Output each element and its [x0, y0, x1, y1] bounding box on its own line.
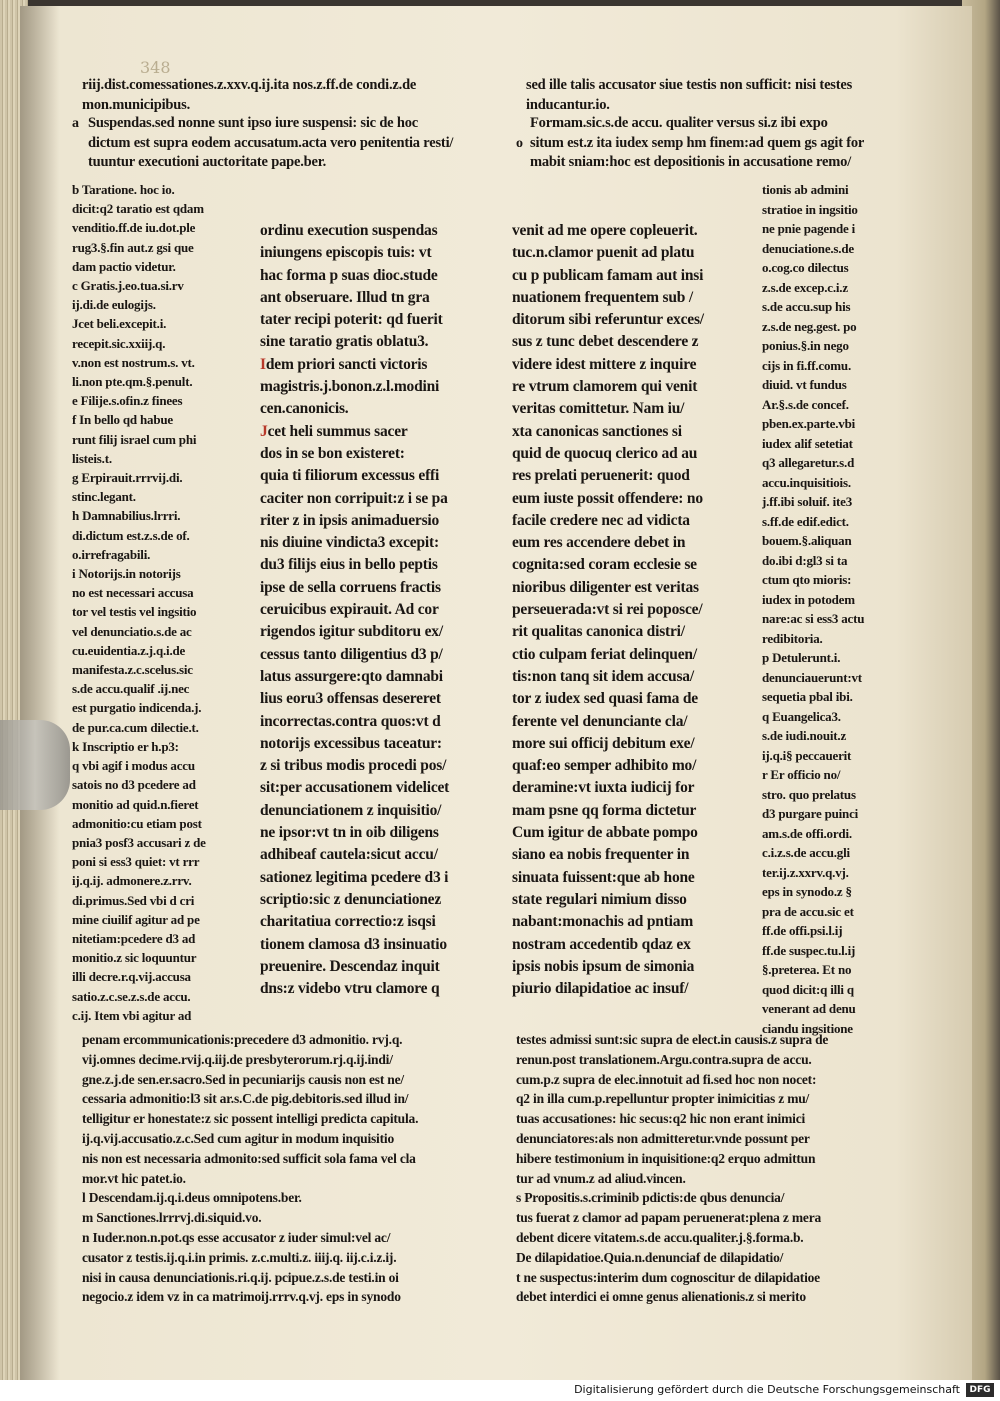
gloss-line: §.preterea. Et no	[762, 962, 852, 977]
commentary-line: De dilapidatioe.Quia.n.denunciaf de dilapidatio/	[516, 1249, 784, 1265]
main-text-line: rit qualitas canonica distri/	[512, 623, 685, 641]
main-text-line: sationez legitima pcedere d3 i	[260, 868, 449, 886]
main-text-line: nostram accedentib qdaz ex	[512, 935, 691, 953]
text-line: mon.municipibus.	[82, 96, 191, 113]
main-text-line: sus z tunc debet descendere z	[512, 333, 699, 351]
gloss-line: v.non est nostrum.s. vt.	[72, 354, 195, 370]
main-text-line: preuenire. Descendaz inquit	[260, 957, 440, 975]
main-text-line: hac forma p suas dioc.stude	[260, 266, 438, 284]
main-text-line: sinuata fuissent:que ab hone	[512, 868, 695, 886]
gloss-line: redibitoria.	[762, 630, 823, 646]
gloss-line: satio.z.c.se.z.s.de accu.	[72, 988, 191, 1004]
main-text-line: tis:non tanq sit idem accusa/	[512, 667, 694, 685]
main-text-line: magistris.j.bonon.z.l.modini	[260, 378, 440, 396]
rubric-initial: J	[260, 422, 268, 440]
gloss-line: bouem.§.aliquan	[762, 533, 852, 548]
text-line: dictum est supra eodem accusatum.acta vero penitentia resti/	[88, 134, 454, 151]
gloss-line: illi decre.r.q.vij.accusa	[72, 969, 191, 985]
main-text-line: nuationem frequentem sub /	[512, 288, 693, 306]
gloss-line: ff.de offi.psi.l.ij	[762, 923, 843, 938]
gloss-line: c.i.z.s.de accu.gli	[762, 845, 850, 860]
main-text-line: quia ti filiorum excessus effi	[260, 467, 440, 485]
main-text-line: rigendos igitur subditoru ex/	[260, 623, 443, 641]
commentary-line: tuas accusationes: hic secus:q2 hic non erant inimici	[516, 1111, 806, 1127]
gloss-line: di.primus.Sed vbi d cri	[72, 892, 195, 908]
main-text-line: riter z in ipsis animaduersio	[260, 511, 440, 529]
gloss-line: mine ciuilif agitur ad pe	[72, 911, 200, 927]
gloss-line: f In bello qd habue	[72, 412, 173, 428]
gloss-line: cu.euidentia.z.j.q.i.de	[72, 642, 186, 658]
main-text-line: re vtrum clamorem qui venit	[512, 378, 698, 396]
gloss-line: pben.ex.parte.vbi	[762, 416, 856, 431]
gloss-line: runt filij israel cum phi	[72, 431, 197, 447]
left-margin-gloss	[72, 180, 254, 1025]
commentary-line: denunciatores:als non admitteretur.vnde possunt per	[516, 1130, 810, 1146]
folio-number: 348	[140, 58, 171, 77]
main-text-line: tuc.n.clamor puenit ad platu	[512, 244, 695, 262]
main-text-line: ne ipsor:vt tn in oib diligens	[260, 824, 439, 842]
main-text-line: ordinu execution suspendas	[260, 222, 438, 239]
gloss-line: ij.di.de eulogijs.	[72, 297, 156, 313]
main-text-line: xta canonicas sanctiones si	[512, 422, 682, 440]
footer-bar	[0, 1380, 1000, 1401]
gloss-line: Ar.§.s.de concef.	[762, 396, 849, 412]
gloss-letter-o: o	[516, 136, 523, 151]
main-text-line: sit:per accusationem videlicet	[260, 779, 450, 797]
gloss-line: pra de accu.sic et	[762, 903, 854, 919]
commentary-line: nis non est necessaria admonito:sed sufficit sola fama vel cla	[82, 1150, 416, 1166]
gloss-line: z.s.de neg.gest. po	[762, 318, 857, 334]
gloss-line: do.ibi d:gl3 si ta	[762, 552, 848, 568]
main-text-line: denunciationem z inquisitio/	[260, 801, 442, 819]
gloss-line: poni si ess3 quiet: vt rrr	[72, 854, 200, 870]
gloss-line: ctum qto mioris:	[762, 572, 852, 587]
main-text-column-2	[512, 220, 757, 1000]
gloss-line: monitio ad quid.n.fieret	[72, 796, 199, 812]
gloss-line: vel denunciatio.s.de ac	[72, 623, 192, 639]
main-text-line: dns:z videbo vtru clamore q	[260, 980, 440, 998]
gloss-line: z.s.de excep.c.i.z	[762, 279, 848, 295]
right-margin-gloss	[762, 180, 912, 1038]
gloss-line: no est necessari accusa	[72, 585, 194, 601]
commentary-line: debent dicere vitatem.s.de accu.qualiter.j.§.forma.b.	[516, 1229, 804, 1245]
gloss-line: manifesta.z.c.scelus.sic	[72, 662, 193, 678]
gloss-line: est purgatio indicenda.j.	[72, 700, 202, 716]
gloss-line: Jcet beli.excepit.i.	[72, 316, 167, 332]
commentary-line: cusator z testis.ij.q.i.in primis. z.c.multi.z. iiij.q. iij.c.i.z.ij.	[82, 1249, 397, 1265]
main-text-line: tater recipi poterit: qd fuerit	[260, 311, 443, 329]
commentary-line: gne.z.j.de sen.er.sacro.Sed in pecuniarijs causis non est ne/	[82, 1071, 404, 1087]
commentary-line: s Propositis.s.criminib pdictis:de qbus denuncia/	[516, 1190, 785, 1206]
commentary-line: q2 in illa cum.p.repelluntur propter inimicitias z mu/	[516, 1091, 810, 1107]
commentary-line: mor.vt hic patet.io.	[82, 1170, 186, 1186]
gloss-line: ij.q.ij. admonere.z.rrv.	[72, 873, 192, 889]
main-text-line: adhibeaf cautela:sicut accu/	[260, 846, 438, 864]
gloss-line: satois no d3 pcedere ad	[72, 777, 196, 793]
main-text-line: ipse de sella corruens fractis	[260, 578, 441, 596]
main-text-line: nis diuine vindicta3 excepit:	[260, 534, 439, 552]
main-text-line: ctio culpam feriat delinquen/	[512, 645, 697, 663]
main-text-line: ceruicibus expirauit. Ad cor	[260, 601, 439, 619]
rubric-initial: I	[260, 355, 266, 373]
commentary-line: ij.q.vij.accusatio.z.c.Sed cum agitur in modum inquisitio	[82, 1130, 395, 1146]
main-text-line: siano ea nobis frequenter in	[512, 846, 690, 864]
main-text-line: nabant:monachis ad pntiam	[512, 913, 694, 931]
gloss-line: q Euangelica3.	[762, 708, 841, 724]
gloss-line: s.ff.de edif.edict.	[762, 513, 849, 529]
gloss-o	[530, 114, 906, 173]
gloss-line: stratioe in ingsitio	[762, 201, 858, 217]
main-text-line: eum res accendere debet in	[512, 534, 686, 552]
text-line: mabit sniam:hoc est depositionis in accusatione remo/	[530, 154, 852, 170]
main-text-line: eum iuste possit offendere: no	[512, 489, 703, 507]
commentary-line: n Iuder.non.n.pot.qs esse accusator z iuder simul:vel ac/	[82, 1229, 391, 1245]
gloss-line: cijs in fi.ff.comu.	[762, 357, 851, 373]
main-text-line: ditorum sibi referuntur exces/	[512, 311, 704, 329]
gloss-line: de pur.ca.cum dilectie.t.	[72, 719, 199, 735]
gloss-line: nitetiam:pcedere d3 ad	[72, 930, 196, 946]
gutter-shadow	[20, 6, 60, 1380]
commentary-line: penam ercommunicationis:precedere d3 admonitio. rvj.q.	[82, 1032, 403, 1047]
main-text-line: state regulari nimium disso	[512, 890, 687, 908]
gloss-line: listeis.t.	[72, 450, 112, 466]
main-text-line: facile credere nec ad vidicta	[512, 511, 690, 529]
text-line: inducantur.io.	[526, 96, 610, 113]
gloss-line: o.irrefragabili.	[72, 546, 151, 562]
gloss-line: tor vel testis vel ingsitio	[72, 604, 197, 620]
gloss-line: ter.ij.z.xxrv.q.vj.	[762, 864, 849, 880]
gloss-line: li.non pte.qm.§.penult.	[72, 374, 193, 390]
gloss-line: am.s.de offi.ordi.	[762, 825, 852, 841]
main-text-line: latus assurgere:qto damnabi	[260, 667, 443, 685]
main-text-line: tor z iudex sed quasi fama de	[512, 690, 698, 708]
main-text-line: ant obseruare. Illud tn gra	[260, 288, 430, 306]
main-text-line: Jcet heli summus sacer	[260, 422, 408, 440]
gloss-line: denunciauerunt:vt	[762, 669, 862, 685]
main-text-line: cognita:sed coram ecclesie se	[512, 556, 697, 574]
top-right-commentary	[526, 76, 906, 115]
gloss-line: c.ij. Item vbi agitur ad	[72, 1007, 192, 1023]
gloss-line: rug3.§.fin aut.z gsi que	[72, 239, 194, 255]
gloss-line: iudex in potodem	[762, 591, 855, 607]
main-text-line: cu p publicam famam aut insi	[512, 266, 704, 284]
gloss-line: stinc.legant.	[72, 489, 136, 505]
main-text-line: notorijs excessibus taceatur:	[260, 734, 442, 752]
gloss-line: di.dictum est.z.s.de of.	[72, 527, 190, 543]
gloss-line: monitio.z sic loquuntur	[72, 950, 197, 966]
gloss-line: eps in synodo.z §	[762, 884, 852, 899]
commentary-line: cessaria admonitio:l3 sit ar.s.C.de pig.debitoris.sed illud in/	[82, 1091, 409, 1107]
gloss-line: iudex alif setetiat	[762, 435, 853, 451]
gloss-line: i Notorijs.in notorijs	[72, 566, 181, 582]
main-text-line: veritas comittetur. Nam iu/	[512, 400, 685, 418]
commentary-line: negocio.z idem vz in ca matrimoij.rrrv.q.vj. eps in synodo	[82, 1289, 401, 1305]
gloss-line: ij.q.i§ peccauerit	[762, 747, 852, 763]
commentary-line: l Descendam.ij.q.i.deus omnipotens.ber.	[82, 1190, 302, 1206]
gloss-line: pnia3 posf3 accusari z de	[72, 834, 206, 850]
main-text-line: sine taratio gratis oblatu3.	[260, 333, 429, 351]
main-text-line: z si tribus modis procedi pos/	[260, 757, 447, 775]
main-text-line: tionem clamosa d3 insinuatio	[260, 935, 447, 953]
gloss-line: recepit.sic.xxiij.q.	[72, 335, 166, 351]
text-line: situm est.z ita iudex semp hm finem:ad quem gs agit for	[530, 134, 865, 151]
main-text-line: ferente vel denunciante cla/	[512, 712, 688, 730]
main-text-line: incorrectas.contra quos:vt d	[260, 712, 441, 730]
dfg-logo: DFG	[966, 1383, 994, 1397]
main-text-line: caciter non corripuit:z i se pa	[260, 489, 448, 507]
main-text-line: du3 filijs eius in bello peptis	[260, 556, 438, 574]
gloss-line: k Inscriptio er h.p3:	[72, 738, 179, 754]
gloss-line: accu.inquisitiois.	[762, 474, 851, 490]
gloss-line: g Erpirauit.rrrvij.di.	[72, 470, 183, 486]
bottom-right-commentary	[516, 1030, 906, 1307]
text-line: sed ille talis accusator siue testis non sufficit: nisi testes	[526, 77, 853, 93]
commentary-line: tus fuerat z clamor ad papam peruenerat:plena z mera	[516, 1210, 822, 1226]
main-text-line: res prelati peruenerit: quod	[512, 467, 690, 485]
text-line: Suspendas.sed nonne sunt ipso iure suspensi: sic de hoc	[88, 115, 418, 131]
gloss-line: ciandu ingsitione	[762, 1020, 853, 1036]
commentary-line: cum.p.z supra de elec.innotuit ad fi.sed hoc non nocet:	[516, 1071, 817, 1087]
funding-credit: Digitalisierung gefördert durch die Deutsche Forschungsgemeinschaft	[574, 1383, 960, 1396]
bottom-left-commentary	[82, 1030, 512, 1307]
gloss-line: h Damnabilius.lrrri.	[72, 508, 181, 524]
commentary-line: debet interdici ei omne genus alienationis.z si merito	[516, 1289, 806, 1305]
main-text-line: mam psne qq forma dictetur	[512, 801, 697, 819]
main-text-line: more sui officij debitum exe/	[512, 734, 695, 752]
main-text-line: Cum igitur de abbate pompo	[512, 824, 698, 842]
gloss-letter-a: a	[72, 116, 79, 131]
gloss-line: ff.de suspec.tu.l.ij	[762, 942, 856, 958]
commentary-line: testes admissi sunt:sic supra de elect.in causis.z supra de	[516, 1032, 829, 1047]
gloss-line: ne pnie pagende i	[762, 221, 856, 236]
gloss-line: q vbi agif i modus accu	[72, 758, 195, 774]
main-text-line: ipsis nobis ipsum de simonia	[512, 957, 695, 975]
gloss-line: stro. quo prelatus	[762, 786, 856, 802]
gloss-line: nare:ac si ess3 actu	[762, 611, 865, 626]
commentary-line: hibere testimonium in inquisitione:q2 erquo admittun	[516, 1150, 816, 1166]
gloss-line: sequetia pbal ibi.	[762, 689, 853, 704]
commentary-line: renun.post translationem.Argu.contra.supra de accu.	[516, 1051, 812, 1067]
main-text-line: videre idest mittere z inquire	[512, 355, 697, 373]
gloss-line: c Gratis.j.eo.tua.si.rv	[72, 278, 184, 294]
main-text-line: perseuerada:vt si rei poposce/	[512, 601, 703, 619]
gloss-a	[88, 114, 522, 173]
main-text-line: cen.canonicis.	[260, 400, 349, 418]
gloss-line: j.ff.ibi soluif. ite3	[762, 494, 853, 509]
commentary-line: vij.omnes decime.rvij.q.iij.de presbyterorum.rj.q.ij.indi/	[82, 1051, 393, 1067]
gloss-line: dam pactio videtur.	[72, 258, 176, 274]
gloss-line: venditio.ff.de iu.dot.ple	[72, 220, 196, 236]
gloss-line: d3 purgare puinci	[762, 806, 859, 821]
gloss-line: quod dicit:q illi q	[762, 981, 854, 997]
page-clip	[0, 720, 70, 810]
main-text-line: lius eoru3 offensas desereret	[260, 690, 441, 708]
gloss-line: o.cog.co dilectus	[762, 260, 849, 275]
main-text-column-1	[260, 220, 505, 1000]
gloss-line: denuciatione.s.de	[762, 240, 854, 256]
book-page	[20, 6, 972, 1380]
commentary-line: t ne suspectus:interim dum cognoscitur de dilapidatioe	[516, 1269, 820, 1285]
main-text-line: cessus tanto diligentius d3 p/	[260, 645, 443, 663]
text-line: tuuntur executioni auctoritate pape.ber.	[88, 154, 327, 170]
gloss-line: p Detulerunt.i.	[762, 650, 841, 665]
gloss-line: venerant ad denu	[762, 1001, 856, 1016]
main-text-line: charitatiua correctio:z isqsi	[260, 913, 436, 931]
gloss-line: s.de accu.sup his	[762, 299, 851, 314]
main-text-line: scriptio:sic z denunciationez	[260, 890, 442, 908]
gloss-line: e Filije.s.ofin.z finees	[72, 393, 183, 409]
gloss-line: dicit:q2 taratio est qdam	[72, 201, 204, 217]
main-text-line: dos in se bon existeret:	[260, 444, 405, 462]
gloss-line: diuid. vt fundus	[762, 377, 847, 392]
main-text-line: nioribus diligenter est veritas	[512, 578, 699, 596]
main-text-line: Idem priori sancti victoris	[260, 355, 428, 373]
main-text-line: quaf:eo semper adhibito mo/	[512, 757, 697, 775]
commentary-line: nisi in causa denunciationis.ri.q.ij. pcipue.z.s.de testi.in oi	[82, 1269, 399, 1285]
main-text-line: venit ad me opere copleuerit.	[512, 222, 698, 239]
main-text-line: quid de quocuq clerico ad au	[512, 444, 698, 462]
commentary-line: tur ad vnum.z ad aliud.vincen.	[516, 1170, 686, 1186]
gloss-line: admonitio:cu etiam post	[72, 815, 202, 831]
gloss-line: ponius.§.in nego	[762, 338, 849, 353]
gloss-line: s.de accu.qualif .ij.nec	[72, 681, 190, 697]
main-text-line: piurio dilapidatioe ac insuf/	[512, 980, 689, 998]
text-line: riij.dist.comessationes.z.xxv.q.ij.ita nos.z.ff.de condi.z.de	[82, 77, 417, 93]
commentary-line: m Sanctiones.lrrrvj.di.siquid.vo.	[82, 1210, 262, 1226]
top-left-commentary	[82, 76, 522, 115]
gloss-line: r Er officio no/	[762, 767, 841, 782]
gloss-line: s.de iudi.nouit.z	[762, 728, 847, 743]
gloss-line: b Taratione. hoc io.	[72, 182, 175, 197]
main-text-line: iniungens episcopis tuis: vt	[260, 244, 432, 262]
gloss-line: q3 allegaretur.s.d	[762, 455, 855, 470]
main-text-line: deramine:vt iuxta iudicij for	[512, 779, 695, 797]
gloss-line: tionis ab admini	[762, 182, 849, 197]
text-line: Formam.sic.s.de accu. qualiter versus si.z ibi expo	[530, 115, 828, 131]
commentary-line: telligitur er honestate:z sic possent intelligi predicta capitula.	[82, 1111, 419, 1127]
